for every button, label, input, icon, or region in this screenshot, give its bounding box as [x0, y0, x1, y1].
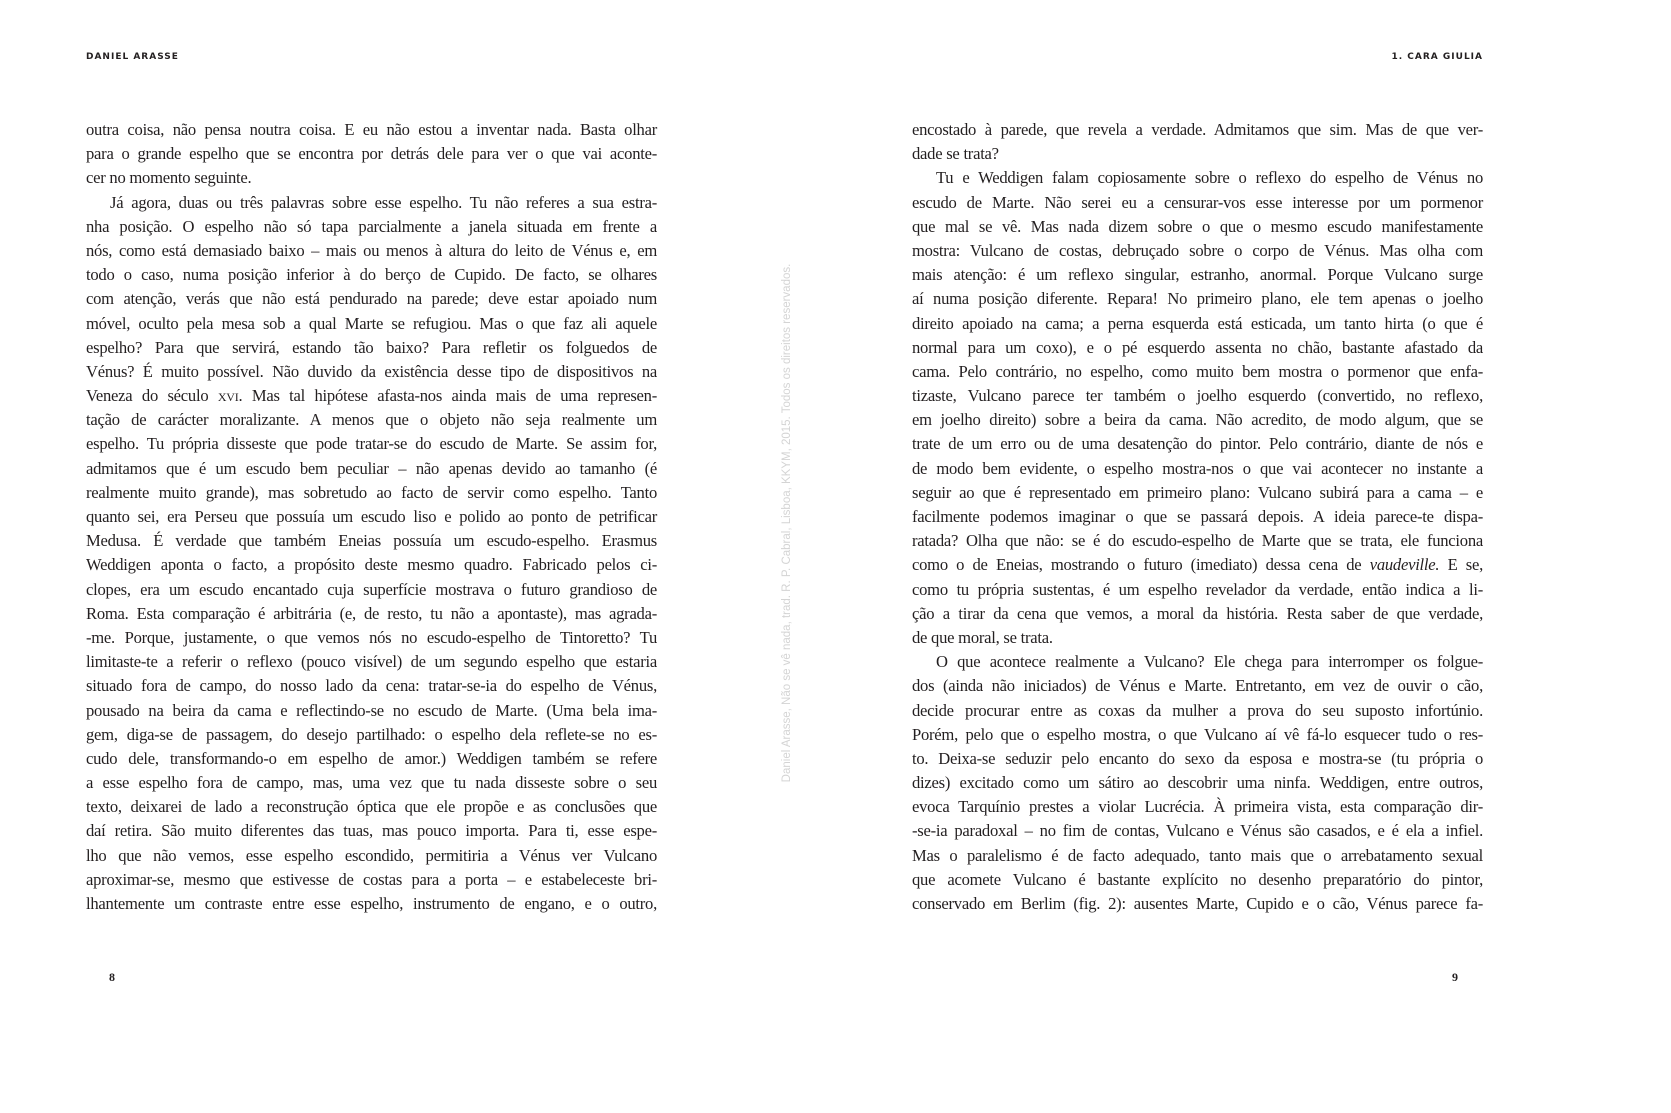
text-line: Já agora, duas ou três palavras sobre esse espelho. Tu não referes a sua estra- [110, 192, 657, 212]
text-line: Roma. Esta comparação é arbitrária (e, de resto, tu não a apontaste), mas agrada- [86, 603, 657, 623]
text-line: -se-ia paradoxal – no fim de contas, Vulcano e Vénus são casados, e é ela a infiel. [912, 821, 1483, 841]
text-line: Porém, pelo que o espelho mostra, o que Vulcano aí vê fá-lo esquecer tudo o res- [912, 724, 1483, 744]
paragraph [912, 166, 1483, 650]
text-line: espelho. Tu própria disseste que pode tratar-se do escudo de Marte. Se assim for, [86, 434, 657, 454]
paragraph [912, 118, 1483, 166]
text-line: decide procurar entre as coxas da mulher a prova do seu suposto infortúnio. [912, 700, 1483, 720]
text-line: que acomete Vulcano é bastante explícito no desenho preparatório do pintor, [912, 869, 1483, 889]
text-line: O que acontece realmente a Vulcano? Ele chega para interromper os folgue- [936, 652, 1483, 672]
text-line: Medusa. É verdade que também Eneias possuía um escudo-espelho. Erasmus [86, 531, 657, 551]
text-line: pousado na beira da cama e reflectindo-se no escudo de Marte. (Uma bela ima- [86, 700, 657, 720]
text-line: limitaste-te a referir o reflexo (pouco visível) de um segundo espelho que estaria [86, 652, 657, 672]
text-line: cer no momento seguinte. [86, 168, 252, 188]
text-line: Weddigen aponta o facto, a propósito deste mesmo quadro. Fabricado pelos ci- [86, 555, 657, 575]
text-line: quanto sei, era Perseu que possuía um escudo liso e polido ao ponto de petrificar [86, 507, 657, 526]
paragraph [912, 650, 1483, 916]
text-line: Mas o paralelismo é de facto adequado, tanto mais que o arrebatamento sexual [912, 845, 1483, 865]
paragraph [86, 191, 657, 917]
text-line: cudo dele, transformando-o em espelho de amor.) Weddigen também se refere [86, 748, 657, 768]
text-line: normal para um coxo), e o pé esquerdo assenta no chão, bastante afastado da [912, 337, 1483, 357]
text-line: como tu própria sustentas, é um espelho revelador da verdade, então indica a li- [912, 579, 1483, 599]
text-line: com atenção, verás que não está pendurado na parede; deve estar apoiado num [86, 289, 657, 309]
text-line: de modo bem evidente, o espelho mostra-nos o que vai acontecer no instante a [912, 458, 1483, 478]
text-line: tação de carácter moralizante. A menos que o objeto não seja realmente um [86, 410, 657, 430]
text-line: nós, como está demasiado baixo – mais ou menos à altura do leito de Vénus e, em [86, 240, 657, 260]
text-line: gem, diga-se de passagem, do desejo partilhado: o espelho dela reflete-se no es- [86, 724, 657, 744]
text-line: lho que não vemos, esse espelho escondido, permitiria a Vénus ver Vulcano [86, 845, 657, 865]
running-head-left: DANIEL ARASSE [86, 52, 179, 62]
text-line: outra coisa, não pensa noutra coisa. E eu não estou a inventar nada. Basta olhar [86, 120, 657, 139]
text-line: trate de um erro ou de uma desatenção do pintor. Pelo contrário, diante de nós e [912, 434, 1483, 454]
text-segment: como o de Eneias, mostrando o futuro (imediato) dessa cena de [912, 555, 1370, 575]
text-line: nha posição. O espelho não só tapa parcialmente a janela situada em frente a [86, 216, 657, 236]
text-segment: . Mas tal hipótese afasta-nos ainda mais de uma represen- [238, 386, 657, 406]
text-line: espelho? Para que servirá, estando tão baixo? Para refletir os folguedos de [86, 337, 657, 357]
small-caps-text: xvi [217, 386, 239, 406]
text-line: admitamos que é um escudo bem peculiar – não apenas devido ao tamanho (é [86, 458, 657, 478]
text-line: de que moral, se trata. [912, 627, 1053, 647]
text-line: dos (ainda não iniciados) de Vénus e Marte. Entretanto, em vez de ouvir o cão, [912, 676, 1483, 696]
text-line: móvel, oculto pela mesa sob a qual Marte se refugiou. Mas o que faz ali aquele [86, 313, 657, 333]
text-line: encostado à parede, que revela a verdade. Admitamos que sim. Mas de que ver- [912, 120, 1483, 139]
text-line: tizaste, Vulcano parece ter também o joelho esquerdo (convertido, no reflexo, [912, 386, 1483, 406]
text-line: lhantemente um contraste entre esse espelho, instrumento de engano, e o outro, [86, 894, 657, 913]
text-line: to. Deixa-se seduzir pelo encanto do sexo da esposa e mostra-se (tu própria o [912, 748, 1483, 768]
folio-right: 9 [1452, 970, 1458, 984]
text-line: dade se trata? [912, 144, 999, 164]
paragraph [86, 118, 657, 191]
text-line: facilmente podemos imaginar o que se passará depois. A ideia parece-te dispa- [912, 507, 1483, 526]
text-segment: Veneza do século [86, 386, 218, 406]
text-line: daí retira. São muito diferentes das tuas, mas pouco importa. Para ti, esse espe- [86, 821, 657, 841]
text-line: ção a tirar da cena que vemos, a moral da história. Resta saber de que verdade, [912, 603, 1483, 623]
text-segment: E se, [1439, 555, 1483, 575]
text-line: em joelho direito) sobre a beira da cama. Não acredito, de modo algum, que se [912, 410, 1483, 430]
text-line: que mal se vê. Mas nada dizem sobre o que o mesmo escudo manifestamente [912, 216, 1483, 236]
text-line: todo o caso, numa posição inferior à do berço de Cupido. De facto, se olhares [86, 265, 657, 285]
folio-left: 8 [109, 970, 115, 984]
left-page-body [86, 118, 657, 916]
text-line: clopes, era um escudo encantado cuja superfície mostrava o futuro grandioso de [86, 579, 657, 599]
text-line: a esse espelho fora de campo, mas, uma vez que tu nada disseste sobre o seu [86, 773, 657, 793]
text-line: Vénus? É muito possível. Não duvido da existência desse tipo de dispositivos na [86, 361, 657, 381]
text-line: -me. Porque, justamente, o que vemos nós no escudo-espelho de Tintoretto? Tu [86, 627, 657, 647]
text-line: para o grande espelho que se encontra por detrás dele para ver o que vai aconte- [86, 144, 657, 164]
text-line: Tu e Weddigen falam copiosamente sobre o reflexo do espelho de Vénus no [936, 168, 1483, 188]
text-line: situado fora de campo, do nosso lado da cena: tratar-se-ia do espelho de Vénus, [86, 676, 657, 696]
text-line: ratada? Olha que não: se é do escudo-espelho de Marte que se trata, ele funciona [912, 531, 1483, 551]
text-line: escudo de Marte. Não serei eu a censurar-vos esse interesse por um pormenor [912, 192, 1483, 212]
italic-text: vaudeville. [1369, 555, 1440, 575]
text-line: aproximar-se, mesmo que estivesse de costas para a porta – e estabeleceste bri- [86, 869, 657, 889]
text-line: texto, deixarei de lado a reconstrução óptica que ele propõe e as conclusões que [86, 797, 657, 817]
text-line [912, 553, 1483, 577]
text-line [86, 384, 657, 408]
text-line: direito apoiado na cama; a perna esquerda está esticada, um tanto hirta (o que é [912, 313, 1483, 333]
watermark: Daniel Arasse, Não se vê nada, trad. R. P. Cabral, Lisboa, KKYM, 2015. Todos os direitos reservados. [781, 263, 793, 783]
text-line: realmente muito grande), mas sobretudo ao facto de servir como espelho. Tanto [86, 482, 657, 502]
text-line: seguir ao que é representado em primeiro plano: Vulcano subirá para a cama – e [912, 482, 1483, 502]
text-line: aí numa posição diferente. Repara! No primeiro plano, ele tem apenas o joelho [912, 289, 1483, 309]
text-line: conservado em Berlim (fig. 2): ausentes Marte, Cupido e o cão, Vénus parece fa- [912, 894, 1483, 913]
right-page-body [912, 118, 1483, 916]
running-head-right: 1. CARA GIULIA [1391, 52, 1483, 62]
text-line: mais atenção: é um reflexo singular, estranho, anormal. Porque Vulcano surge [912, 265, 1483, 285]
text-line: evoca Tarquínio prestes a violar Lucrécia. À primeira vista, esta comparação dir- [912, 797, 1483, 817]
text-line: cama. Pelo contrário, no espelho, como muito bem mostra o pormenor que enfa- [912, 361, 1483, 381]
text-line: mostra: Vulcano de costas, debruçado sobre o corpo de Vénus. Mas olha com [912, 240, 1483, 260]
text-line: dizes) excitado como um sátiro ao descobrir uma ninfa. Weddigen, entre outros, [912, 773, 1483, 793]
